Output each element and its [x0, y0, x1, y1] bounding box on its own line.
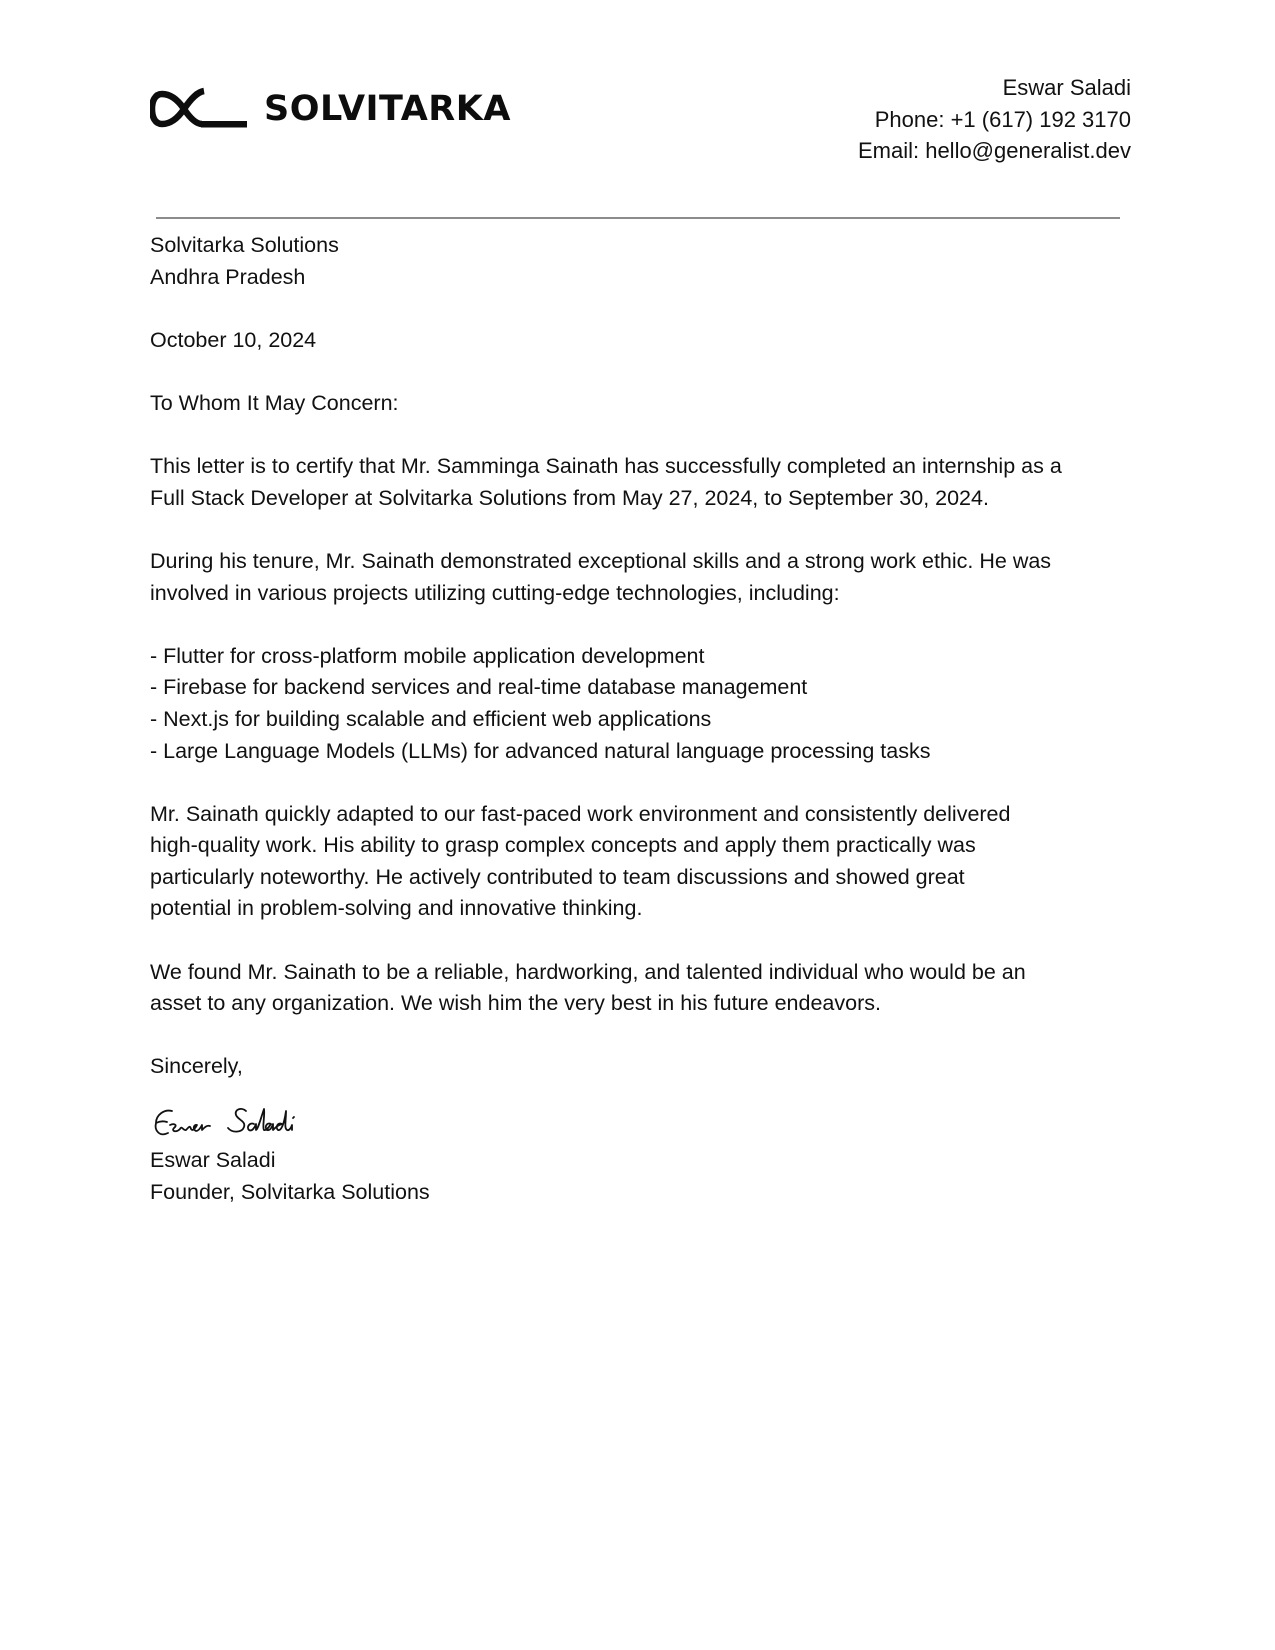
paragraph-line: high-quality work. His ability to grasp complex concepts and apply them practically was — [150, 833, 976, 858]
list-item: - Flutter for cross-platform mobile application development — [150, 643, 705, 668]
paragraph-line: potential in problem-solving and innovative thinking. — [150, 896, 643, 921]
paragraph-line: During his tenure, Mr. Sainath demonstrated exceptional skills and a strong work ethic. He was — [150, 548, 1052, 573]
sender-contact-block — [858, 72, 1131, 167]
paragraph-line: particularly noteworthy. He actively contributed to team discussions and showed great — [150, 864, 965, 889]
certification-paragraph — [150, 451, 1125, 514]
signatory-name: Eswar Saladi — [150, 1148, 276, 1173]
recipient-address — [150, 230, 1125, 293]
closing-remarks-paragraph — [150, 957, 1125, 1020]
signatory-block — [150, 1145, 1125, 1208]
sender-name: Eswar Saladi — [1002, 75, 1131, 100]
letter-date: October 10, 2024 — [150, 327, 317, 352]
technology-list — [150, 641, 1125, 767]
performance-paragraph — [150, 799, 1125, 925]
signatory-title: Founder, Solvitarka Solutions — [150, 1179, 430, 1204]
salutation: To Whom It May Concern: — [150, 390, 399, 415]
signature-icon — [150, 1091, 380, 1149]
list-item: - Large Language Models (LLMs) for advanced natural language processing tasks — [150, 738, 931, 763]
paragraph-line: asset to any organization. We wish him the very best in his future endeavors. — [150, 991, 881, 1016]
header-divider — [156, 217, 1120, 219]
tenure-paragraph — [150, 546, 1125, 609]
infinity-underscore-logo-icon — [150, 86, 250, 132]
handwritten-signature — [150, 1091, 1125, 1149]
list-item: - Firebase for backend services and real-time database management — [150, 675, 808, 700]
company-name: SOLVITARKA — [264, 89, 511, 129]
sign-off: Sincerely, — [150, 1054, 243, 1079]
paragraph-line: involved in various projects utilizing cutting-edge technologies, including: — [150, 580, 840, 605]
paragraph-line: Mr. Sainath quickly adapted to our fast-paced work environment and consistently delivered — [150, 801, 1011, 826]
list-item: - Next.js for building scalable and efficient web applications — [150, 706, 712, 731]
recipient-line-1: Solvitarka Solutions — [150, 233, 339, 257]
letter-body — [150, 230, 1125, 1208]
paragraph-line: Full Stack Developer at Solvitarka Solutions from May 27, 2024, to September 30, 2024. — [150, 485, 989, 510]
recipient-line-2: Andhra Pradesh — [150, 264, 306, 289]
sender-email: Email: hello@generalist.dev — [857, 138, 1131, 163]
company-logo — [150, 86, 511, 132]
paragraph-line: This letter is to certify that Mr. Samminga Sainath has successfully completed an internship as a — [150, 454, 1062, 479]
paragraph-line: We found Mr. Sainath to be a reliable, hardworking, and talented individual who would be an — [150, 959, 1026, 984]
sender-phone: Phone: +1 (617) 192 3170 — [874, 106, 1131, 132]
